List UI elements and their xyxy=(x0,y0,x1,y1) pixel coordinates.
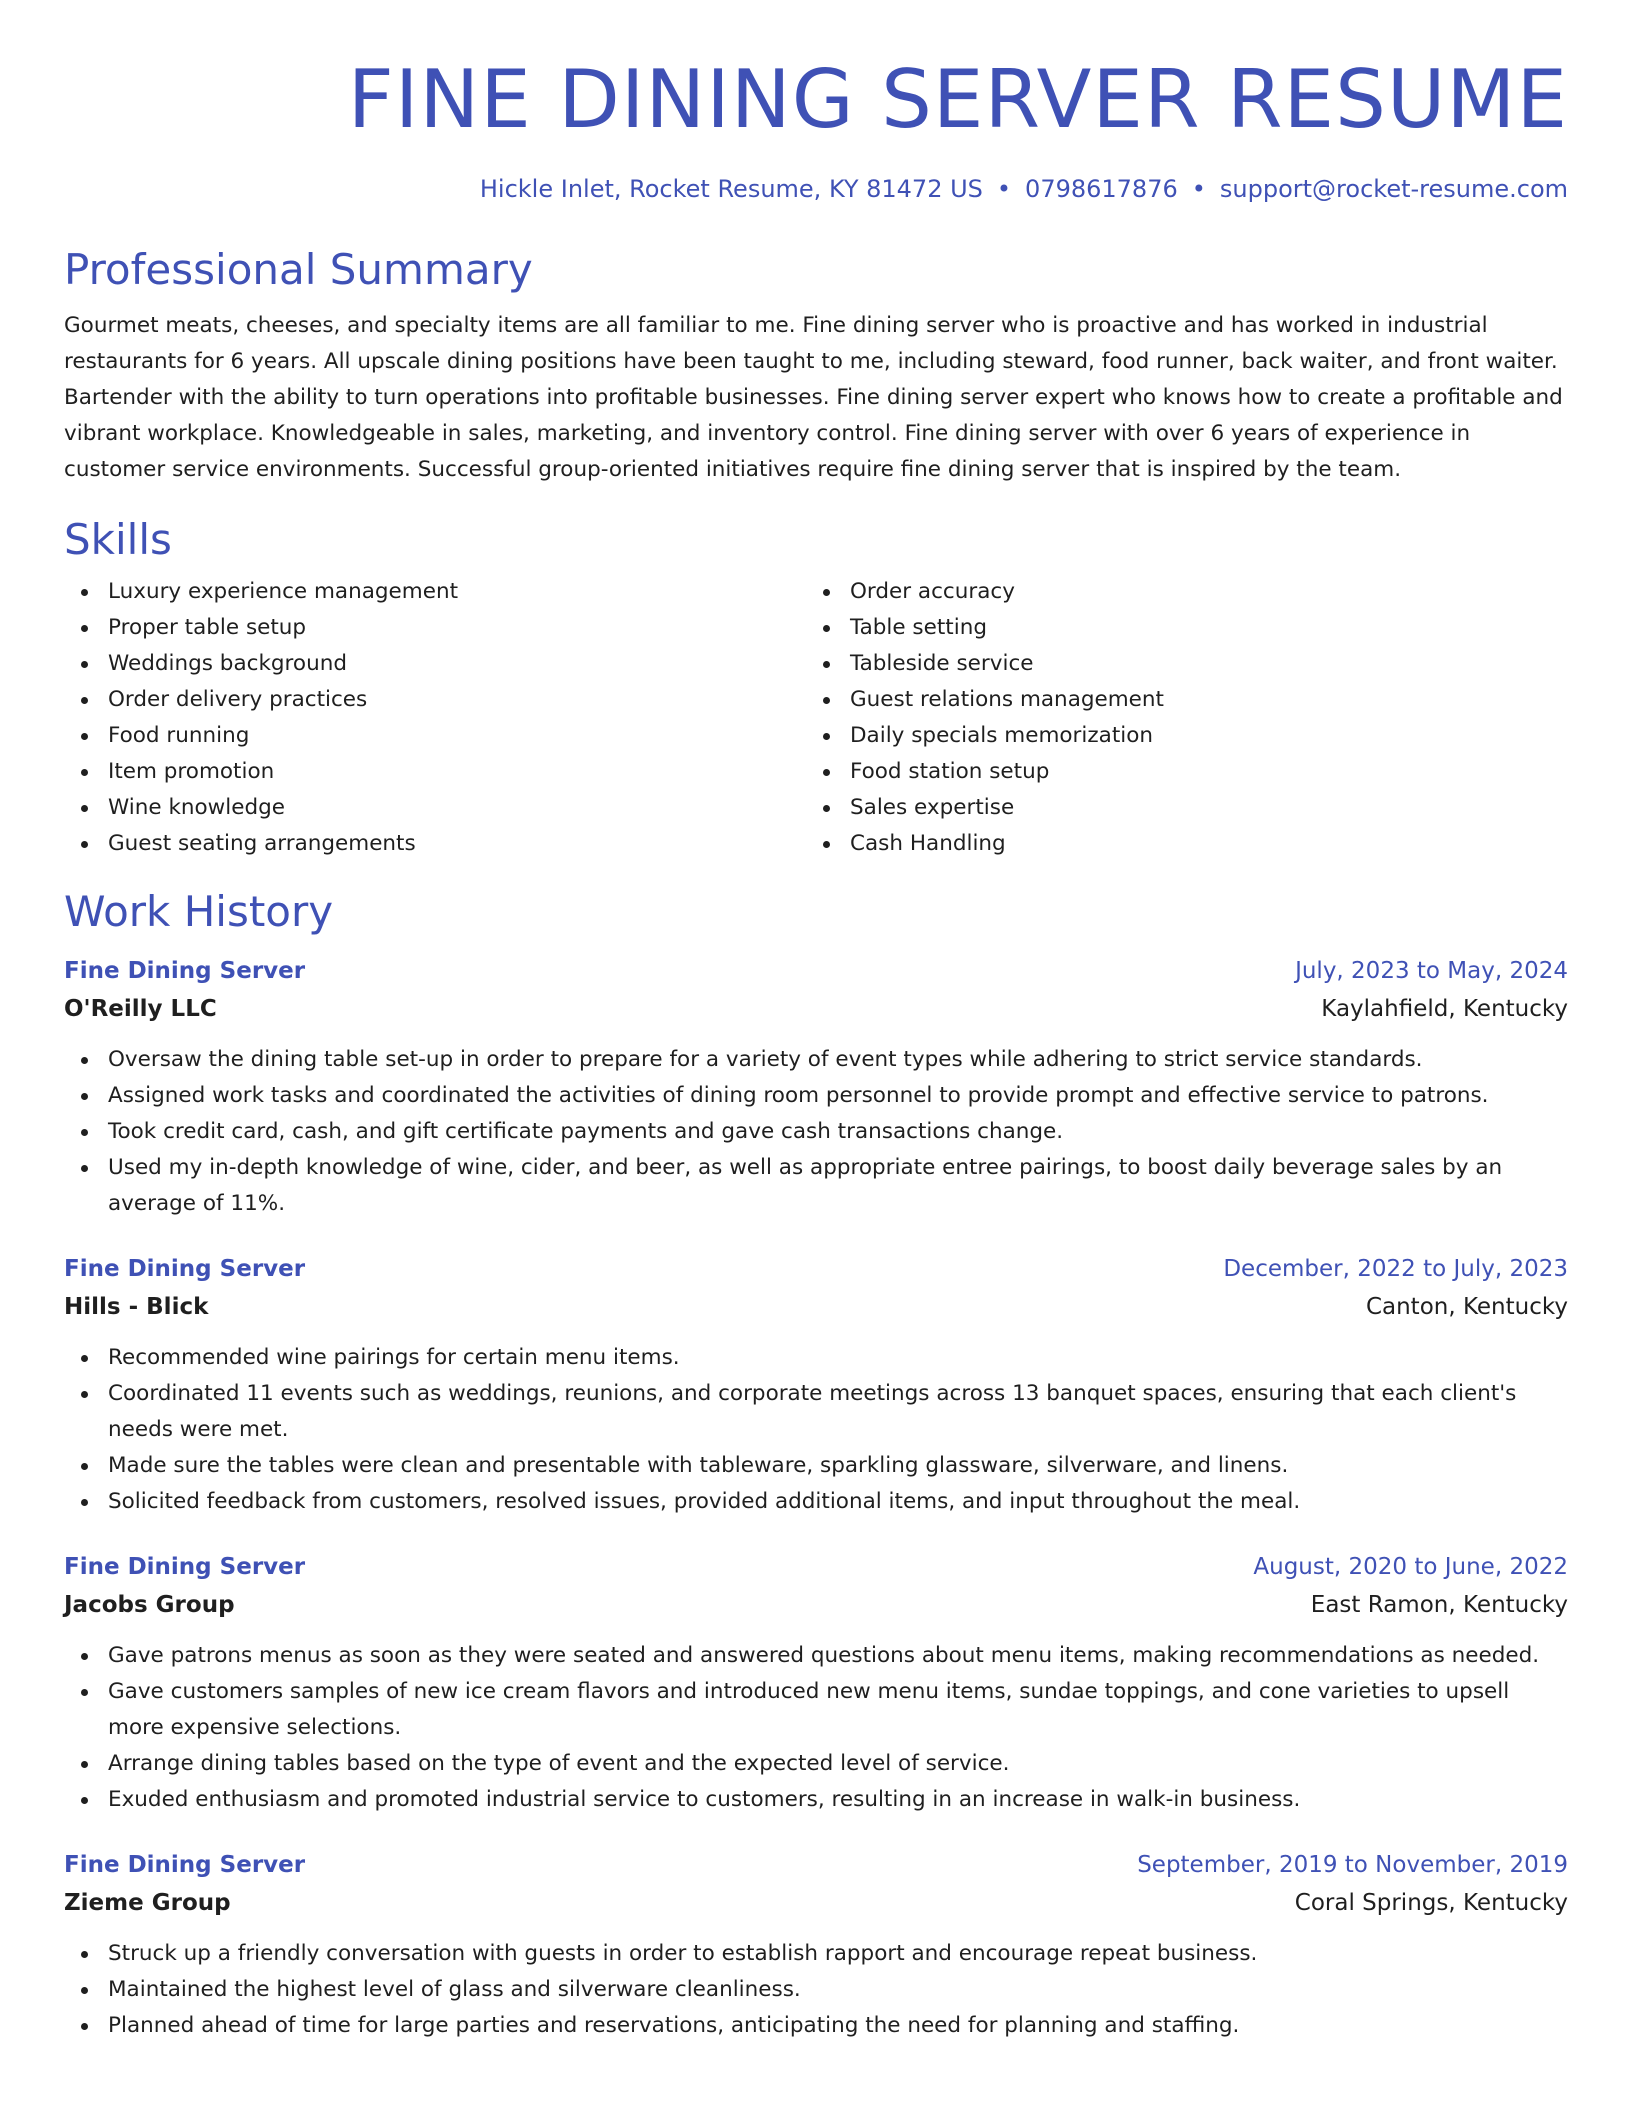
job-bullet: Made sure the tables were clean and presentable with tableware, sparkling glassware, silverware, and linens. xyxy=(64,1448,1568,1484)
skill-item: Luxury experience management xyxy=(64,574,806,610)
skill-item: Order accuracy xyxy=(806,574,1548,610)
skill-item: Wine knowledge xyxy=(64,790,806,826)
skill-item: Tableside service xyxy=(806,646,1548,682)
job-company-row xyxy=(64,1288,1568,1326)
job-entry xyxy=(64,1250,1568,1520)
job-bullet: Assigned work tasks and coordinated the activities of dining room personnel to provide prompt and effective service to patrons. xyxy=(64,1078,1568,1114)
job-title: Fine Dining Server xyxy=(64,1852,306,1878)
job-title: Fine Dining Server xyxy=(64,1554,306,1580)
skill-item: Cash Handling xyxy=(806,826,1548,862)
resume-title: FINE DINING SERVER RESUME xyxy=(347,53,1568,146)
job-company: Hills - Blick xyxy=(64,1294,209,1320)
skills-list-left xyxy=(64,574,806,862)
skills-columns xyxy=(64,574,1568,862)
job-bullet: Arrange dining tables based on the type of event and the expected level of service. xyxy=(64,1746,1568,1782)
job-dates: August, 2020 to June, 2022 xyxy=(1253,1554,1568,1580)
skill-item: Item promotion xyxy=(64,754,806,790)
job-bullets xyxy=(64,1340,1568,1520)
job-dates: September, 2019 to November, 2019 xyxy=(1137,1852,1568,1878)
contact-address: Hickle Inlet, Rocket Resume, KY 81472 US xyxy=(479,175,983,203)
job-bullet: Recommended wine pairings for certain menu items. xyxy=(64,1340,1568,1376)
job-location: Coral Springs, Kentucky xyxy=(1294,1890,1568,1916)
job-header-row xyxy=(64,1548,1568,1586)
job-title: Fine Dining Server xyxy=(64,1256,306,1282)
skills-heading: Skills xyxy=(64,515,172,564)
job-title: Fine Dining Server xyxy=(64,958,306,984)
skill-item: Food station setup xyxy=(806,754,1548,790)
job-bullet: Struck up a friendly conversation with guests in order to establish rapport and encourage repeat business. xyxy=(64,1936,1568,1972)
job-bullet: Took credit card, cash, and gift certificate payments and gave cash transactions change. xyxy=(64,1114,1568,1150)
skill-item: Guest seating arrangements xyxy=(64,826,806,862)
work-history-section xyxy=(64,886,1568,2044)
job-bullet: Used my in-depth knowledge of wine, cider, and beer, as well as appropriate entree pairings, to boost daily beverage sales by an average of 11%. xyxy=(64,1150,1568,1222)
skills-list-right xyxy=(806,574,1548,862)
job-company-row xyxy=(64,990,1568,1028)
job-company: Jacobs Group xyxy=(64,1592,235,1618)
job-bullet: Coordinated 11 events such as weddings, reunions, and corporate meetings across 13 banquet spaces, ensuring that each client's needs were met. xyxy=(64,1376,1568,1448)
job-location: Kaylahfield, Kentucky xyxy=(1321,996,1568,1022)
professional-summary-section xyxy=(64,244,1568,488)
job-bullet: Gave patrons menus as soon as they were seated and answered questions about menu items, making recommendations as needed. xyxy=(64,1638,1568,1674)
skill-item: Guest relations management xyxy=(806,682,1548,718)
skill-item: Daily specials memorization xyxy=(806,718,1548,754)
job-bullet: Gave customers samples of new ice cream flavors and introduced new menu items, sundae toppings, and cone varieties to upsell more expensive selections. xyxy=(64,1674,1568,1746)
job-bullets xyxy=(64,1638,1568,1818)
job-company: Zieme Group xyxy=(64,1890,231,1916)
job-entry xyxy=(64,952,1568,1222)
contact-email: support@rocket-resume.com xyxy=(1219,175,1568,203)
job-bullets xyxy=(64,1042,1568,1222)
contact-separator: • xyxy=(996,175,1012,203)
job-company: O'Reilly LLC xyxy=(64,996,217,1022)
job-bullet: Exuded enthusiasm and promoted industrial service to customers, resulting in an increase in walk-in business. xyxy=(64,1782,1568,1818)
skill-item: Food running xyxy=(64,718,806,754)
job-entry xyxy=(64,1548,1568,1818)
job-company-row xyxy=(64,1586,1568,1624)
job-bullet: Maintained the highest level of glass and silverware cleanliness. xyxy=(64,1972,1568,2008)
skill-item: Proper table setup xyxy=(64,610,806,646)
job-dates: December, 2022 to July, 2023 xyxy=(1223,1256,1568,1282)
job-dates: July, 2023 to May, 2024 xyxy=(1295,958,1568,984)
job-bullet: Oversaw the dining table set-up in order to prepare for a variety of event types while adhering to strict service standards. xyxy=(64,1042,1568,1078)
contact-phone: 0798617876 xyxy=(1025,175,1178,203)
job-bullet: Planned ahead of time for large parties and reservations, anticipating the need for planning and staffing. xyxy=(64,2008,1568,2044)
job-location: Canton, Kentucky xyxy=(1365,1294,1568,1320)
summary-text: Gourmet meats, cheeses, and specialty items are all familiar to me. Fine dining server who is proactive and has worked in industrial restaurants for 6 years. All upscale dining positions have been taught to me, including steward, food runner, back waiter, and front waiter. Bartender with the ability to turn operations into profitable businesses. Fine dining server expert who knows how to create a profitable and vibrant workplace. Knowledgeable in sales, marketing, and inventory control. Fine dining server with over 6 years of experience in customer service environments. Successful group-oriented initiatives require fine dining server that is inspired by the team. xyxy=(64,313,1563,482)
skill-item: Order delivery practices xyxy=(64,682,806,718)
job-company-row xyxy=(64,1884,1568,1922)
contact-line xyxy=(64,174,1568,204)
skills-section xyxy=(64,514,1568,862)
contact-separator: • xyxy=(1191,175,1206,203)
summary-heading: Professional Summary xyxy=(64,245,533,294)
job-location: East Ramon, Kentucky xyxy=(1310,1592,1568,1618)
job-bullet: Solicited feedback from customers, resolved issues, provided additional items, and input throughout the meal. xyxy=(64,1484,1568,1520)
skill-item: Sales expertise xyxy=(806,790,1548,826)
skill-item: Weddings background xyxy=(64,646,806,682)
job-header-row xyxy=(64,1846,1568,1884)
skill-item: Table setting xyxy=(806,610,1548,646)
job-header-row xyxy=(64,952,1568,990)
work-history-heading: Work History xyxy=(64,887,334,936)
job-header-row xyxy=(64,1250,1568,1288)
job-bullets xyxy=(64,1936,1568,2044)
job-entry xyxy=(64,1846,1568,2044)
